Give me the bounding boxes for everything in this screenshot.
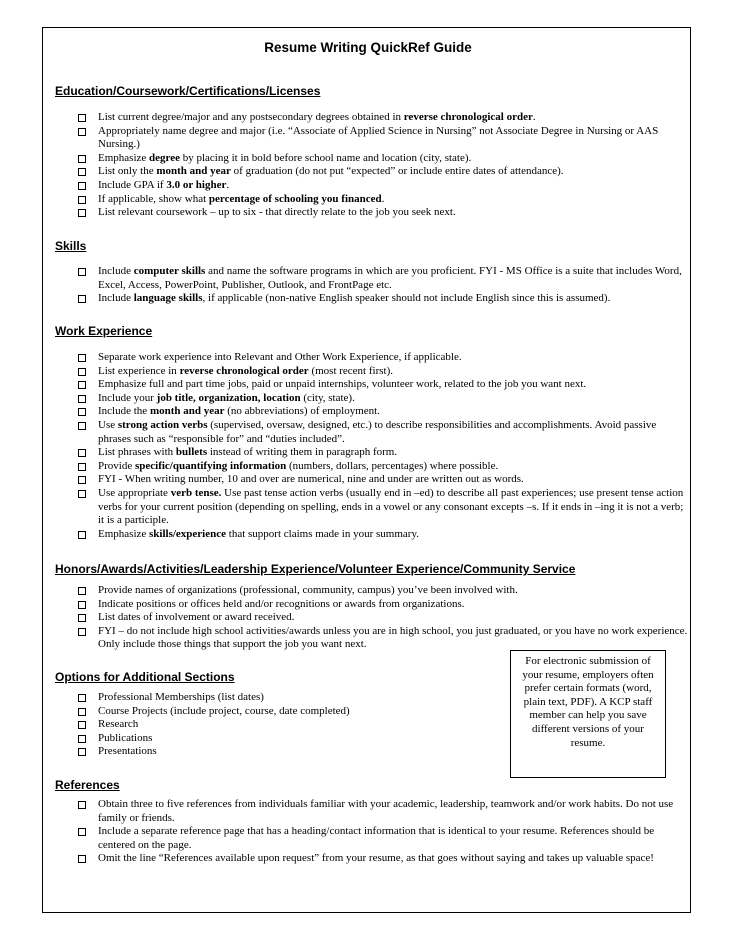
item-text: Publications bbox=[98, 731, 153, 744]
checklist-item bbox=[0, 487, 688, 528]
item-text: List relevant coursework – up to six - that directly relate to the job you seek next. bbox=[98, 206, 456, 219]
item-text: (city, state). bbox=[300, 391, 355, 404]
checkbox-icon bbox=[78, 395, 86, 403]
checkbox-icon bbox=[78, 463, 86, 471]
checkbox-icon bbox=[78, 168, 86, 176]
checkbox-icon bbox=[78, 735, 86, 743]
emphasis-text: verb tense. bbox=[170, 486, 222, 499]
emphasis-text: 3.0 or higher bbox=[166, 178, 227, 191]
item-text: If applicable, show what bbox=[98, 192, 209, 205]
checkbox-icon bbox=[78, 182, 86, 190]
item-text: List phrases with bbox=[98, 446, 176, 459]
item-text: (supervised, oversaw, designed, etc.) to describe responsibilities and accomplishments. Avoid passive phrases such as “responsible for” and “duties included”. bbox=[98, 418, 657, 445]
section-list-references bbox=[0, 798, 688, 866]
checklist-item bbox=[0, 584, 688, 598]
checklist-item bbox=[0, 392, 688, 406]
item-text: Indicate positions or offices held and/or recognitions or awards from organizations. bbox=[98, 597, 465, 610]
checklist-item bbox=[0, 179, 688, 193]
item-text: Include GPA if bbox=[98, 178, 167, 191]
item-text: Use appropriate bbox=[98, 486, 171, 499]
item-text: Include bbox=[98, 265, 134, 277]
emphasis-text: job title, organization, location bbox=[156, 391, 301, 404]
item-text: List experience in bbox=[98, 364, 180, 377]
emphasis-text: percentage of schooling you financed bbox=[208, 192, 382, 205]
item-text: Use past tense action verbs (usually end in –ed) to describe all past experiences; use present tense action verbs for your current position (depending on spelling, ends in a vowel or any consonant excepts –s. If it ends in –ing it is not a verb; it is a participle. bbox=[98, 486, 684, 527]
checkbox-icon bbox=[78, 476, 86, 484]
checkbox-icon bbox=[78, 801, 86, 809]
page-title: Resume Writing QuickRef Guide bbox=[264, 40, 472, 55]
checkbox-icon bbox=[78, 155, 86, 163]
checklist-item bbox=[0, 825, 688, 852]
checkbox-icon bbox=[78, 114, 86, 122]
checkbox-icon bbox=[78, 708, 86, 716]
checklist-item bbox=[0, 193, 688, 207]
checkbox-icon bbox=[78, 587, 86, 595]
checklist-item bbox=[0, 625, 688, 652]
checklist-item bbox=[0, 528, 688, 542]
item-text: Include bbox=[98, 292, 134, 305]
checkbox-icon bbox=[78, 614, 86, 622]
electronic-submission-note: For electronic submission of your resume, employers often prefer certain formats (word, plain text, PDF). A KCP staff member can help you save different versions of your resume. bbox=[510, 650, 666, 778]
item-text: Presentations bbox=[98, 745, 157, 758]
item-text: Separate work experience into Relevant and Other Work Experience, if applicable. bbox=[98, 351, 462, 363]
emphasis-text: month and year bbox=[156, 165, 231, 178]
emphasis-text: computer skills bbox=[133, 265, 206, 277]
emphasis-text: language skills bbox=[133, 292, 203, 305]
checkbox-icon bbox=[78, 694, 86, 702]
item-text: that support claims made in your summary. bbox=[226, 527, 419, 540]
checklist-item bbox=[0, 460, 688, 474]
item-text: (no abbreviations) of employment. bbox=[224, 405, 380, 418]
checklist-item bbox=[0, 598, 688, 612]
item-text: (numbers, dollars, percentages) where possible. bbox=[286, 459, 499, 472]
checklist-item bbox=[0, 265, 688, 292]
section-list-education bbox=[0, 111, 688, 220]
checklist-item bbox=[0, 611, 688, 625]
checklist-item bbox=[0, 852, 688, 866]
checkbox-icon bbox=[78, 855, 86, 863]
checkbox-icon bbox=[78, 295, 86, 303]
item-text: Emphasize bbox=[98, 527, 150, 540]
item-text: List only the bbox=[98, 165, 157, 178]
checkbox-icon bbox=[78, 381, 86, 389]
checkbox-icon bbox=[78, 828, 86, 836]
item-text: Include a separate reference page that has a heading/contact information that is identical to your resume. References should be centered on the page. bbox=[98, 825, 655, 851]
checklist-item bbox=[0, 405, 688, 419]
checklist-item bbox=[0, 351, 688, 365]
checkbox-icon bbox=[78, 601, 86, 609]
checklist-item bbox=[0, 292, 688, 306]
emphasis-text: strong action verbs bbox=[117, 418, 208, 431]
item-text: Course Projects (include project, course, date completed) bbox=[98, 704, 350, 717]
item-text: Omit the line “References available upon request” from your resume, as that goes without saying and takes up valuable space! bbox=[98, 852, 654, 865]
item-text: Include your bbox=[98, 391, 157, 404]
item-text: and name the software programs in which are you proficient. FYI - MS Office is a suite that includes Word, Excel, Access, PowerPoint, Publisher, Outlook, and FrontPage etc. bbox=[98, 265, 682, 291]
item-text: FYI - When writing number, 10 and over are numerical, nine and under are written out as words. bbox=[98, 473, 524, 486]
item-text: List dates of involvement or award received. bbox=[98, 611, 295, 624]
checkbox-icon bbox=[78, 354, 86, 362]
item-text: Appropriately name degree and major (i.e. “Associate of Applied Science in Nursing” not Associate Degree in Nursing or AAS Nursing.) bbox=[98, 124, 659, 151]
section-heading-education: Education/Coursework/Certifications/Licenses bbox=[55, 84, 321, 98]
item-text: FYI – do not include high school activities/awards unless you are in high school, you just graduated, or you have no work experience. Only include those things that support the job you want next. bbox=[98, 624, 688, 651]
emphasis-text: reverse chronological order bbox=[179, 364, 309, 377]
item-text: Provide names of organizations (professional, community, campus) you’ve been involved with. bbox=[98, 584, 518, 596]
item-text: Emphasize bbox=[98, 151, 150, 164]
checkbox-icon bbox=[78, 628, 86, 636]
item-text: . bbox=[532, 111, 536, 123]
checkbox-icon bbox=[78, 209, 86, 217]
checkbox-icon bbox=[78, 531, 86, 539]
emphasis-text: bullets bbox=[175, 446, 208, 459]
emphasis-text: specific/quantifying information bbox=[134, 459, 287, 472]
section-heading-honors: Honors/Awards/Activities/Leadership Experience/Volunteer Experience/Community Service bbox=[55, 562, 576, 576]
checklist-item bbox=[0, 378, 688, 392]
item-text: Provide bbox=[98, 459, 135, 472]
section-list-skills bbox=[0, 265, 688, 306]
item-text: Professional Memberships (list dates) bbox=[98, 691, 264, 703]
item-text: . bbox=[226, 178, 230, 191]
item-text: , if applicable (non-native English speaker should not include English since this is assumed). bbox=[202, 292, 611, 305]
section-heading-references: References bbox=[55, 778, 120, 792]
item-text: Include the bbox=[98, 405, 150, 418]
section-list-work-experience bbox=[0, 351, 688, 541]
checkbox-icon bbox=[78, 268, 86, 276]
item-text: List current degree/major and any postsecondary degrees obtained in bbox=[98, 111, 404, 123]
checkbox-icon bbox=[78, 408, 86, 416]
section-heading-skills: Skills bbox=[55, 239, 87, 253]
checklist-item bbox=[0, 798, 688, 825]
checklist-item bbox=[0, 111, 688, 125]
item-text: Emphasize full and part time jobs, paid or unpaid internships, volunteer work, related to the job you want next. bbox=[98, 378, 587, 391]
item-text: Obtain three to five references from individuals familiar with your academic, leadership, teamwork and/or work habits. Do not use family or friends. bbox=[98, 798, 674, 824]
item-text: of graduation (do not put “expected” or include entire dates of attendance). bbox=[230, 165, 564, 178]
section-list-honors bbox=[0, 584, 688, 652]
checklist-item bbox=[0, 473, 688, 487]
checklist-item bbox=[0, 165, 688, 179]
section-heading-additional-sections: Options for Additional Sections bbox=[55, 670, 235, 684]
item-text: Use bbox=[98, 418, 118, 431]
checkbox-icon bbox=[78, 449, 86, 457]
item-text: . bbox=[381, 192, 385, 205]
checklist-item bbox=[0, 206, 688, 220]
checklist-item bbox=[0, 152, 688, 166]
item-text: by placing it in bold before school name and location (city, state). bbox=[179, 151, 472, 164]
checklist-item bbox=[0, 419, 688, 446]
checkbox-icon bbox=[78, 128, 86, 136]
emphasis-text: degree bbox=[149, 151, 180, 164]
emphasis-text: month and year bbox=[149, 405, 225, 418]
item-text: Research bbox=[98, 718, 139, 731]
item-text: (most recent first). bbox=[308, 364, 393, 377]
checkbox-icon bbox=[78, 422, 86, 430]
checklist-item bbox=[0, 365, 688, 379]
checkbox-icon bbox=[78, 748, 86, 756]
item-text: instead of writing them in paragraph form. bbox=[207, 446, 398, 459]
checkbox-icon bbox=[78, 721, 86, 729]
checkbox-icon bbox=[78, 368, 86, 376]
emphasis-text: reverse chronological order bbox=[403, 111, 533, 123]
checkbox-icon bbox=[78, 490, 86, 498]
section-heading-work-experience: Work Experience bbox=[55, 324, 153, 338]
checklist-item bbox=[0, 446, 688, 460]
checklist-item bbox=[0, 125, 688, 152]
checkbox-icon bbox=[78, 196, 86, 204]
emphasis-text: skills/experience bbox=[149, 527, 227, 540]
